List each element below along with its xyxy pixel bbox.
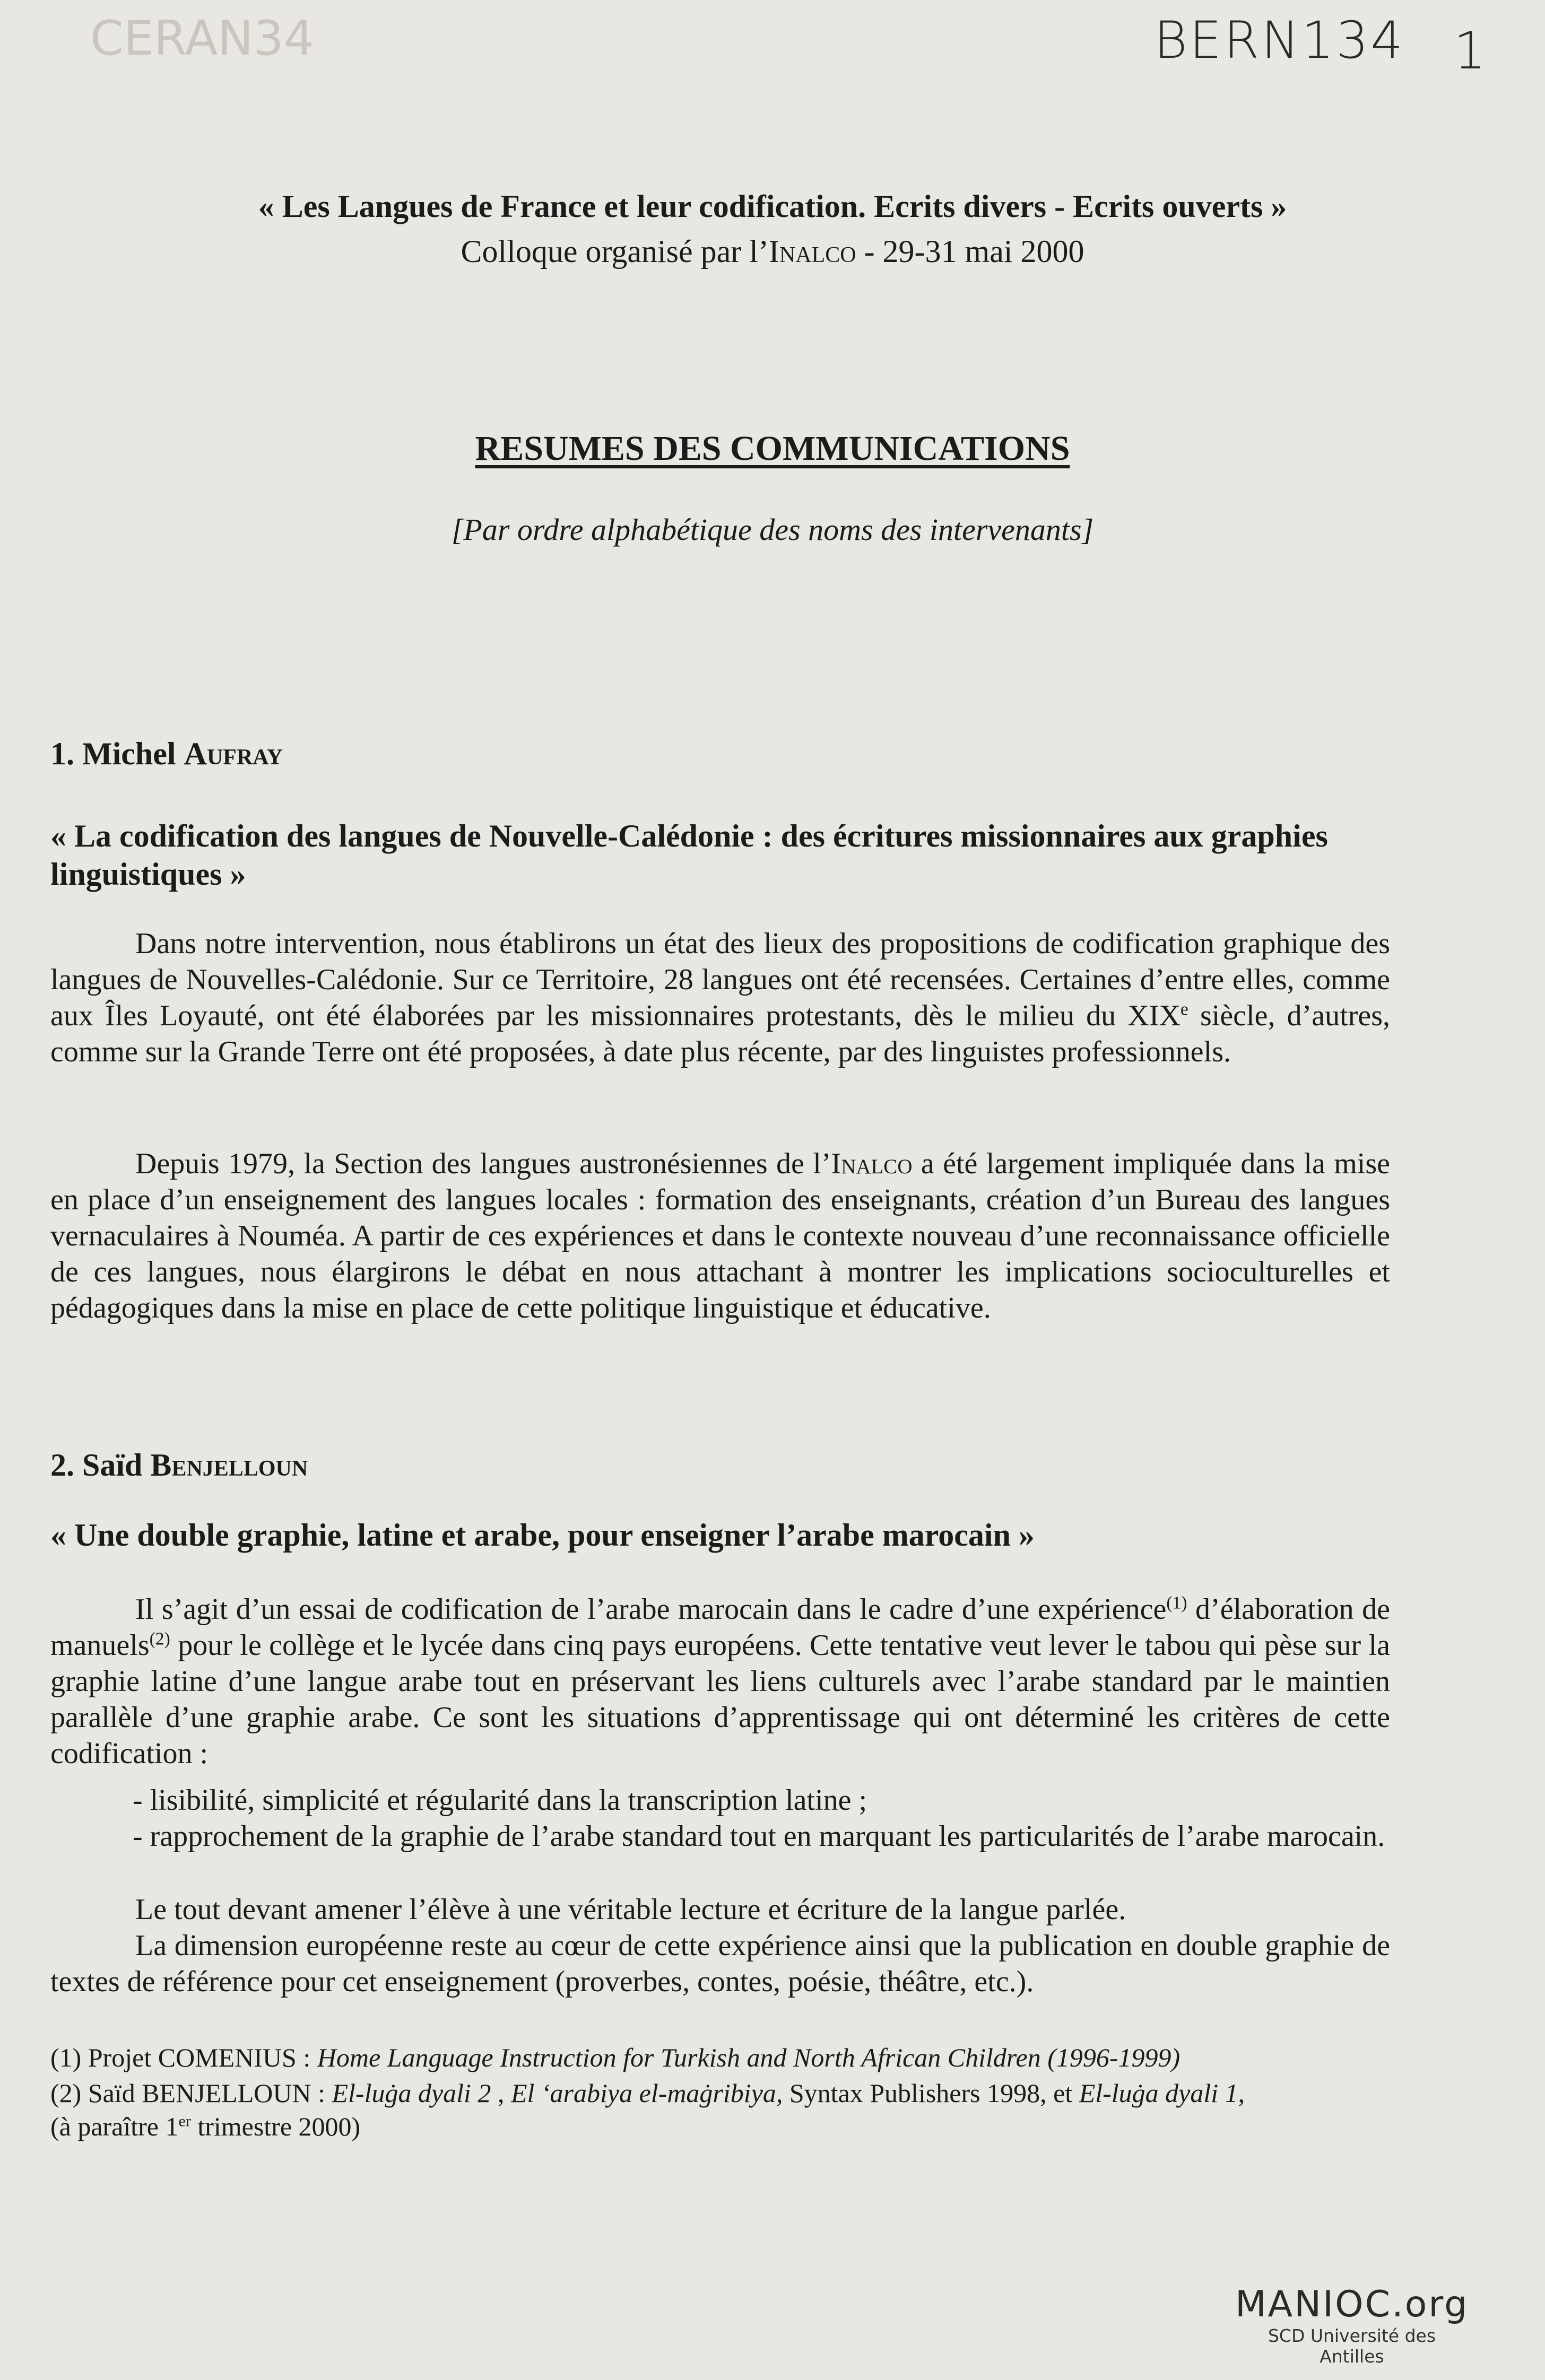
section-title: RESUMES DES COMMUNICATIONS: [475, 429, 1070, 468]
footnote-1: (1) Projet COMENIUS : Home Language Instruction for Turkish and North African Children (1996-1999): [50, 2043, 1181, 2072]
paragraph-1-2: Depuis 1979, la Section des langues austronésiennes de l’Inalco a été largement impliquée dans la mise en place d’un enseignement des langues locales : formation des enseignants, création d’un Bureau des langues vernaculaires à Nouméa. A partir de ces expériences et dans le contexte nouveau d’une reconnaissance officielle de ces langues, nous élargirons le débat en nous attachant à montrer les implications socioculturelles et pédagogiques dans la mise en place de cette politique linguistique et éducative.: [50, 1147, 1390, 1324]
handwritten-catalog-mark: BERN134: [1154, 11, 1405, 70]
criterion-1: - lisibilité, simplicité et régularité dans la transcription latine ;: [133, 1784, 867, 1817]
paragraph-2-3: La dimension européenne reste au cœur de cette expérience ainsi que la publication en double graphie de textes de référence pour cet enseignement (proverbes, contes, poésie, théâtre, etc.).: [50, 1929, 1390, 1998]
footnote-2-continued: (à paraître 1er trimestre 2000): [50, 2112, 361, 2141]
footnote-2: (2) Saïd BENJELLOUN : El-luġa dyali 2 , El ‘arabiya el-maġribiya, Syntax Publishers 1998, et El-luġa dyali 1,: [50, 2078, 1245, 2108]
section-note: [Par ordre alphabétique des noms des intervenants]: [451, 512, 1094, 547]
speaker-heading-2: 2. Saïd Benjelloun: [50, 1448, 308, 1483]
manioc-logo: [1235, 2283, 1469, 2367]
communication-title-1: « La codification des langues de Nouvelle-Calédonie : des écritures missionnaires aux graphies linguistiques »: [50, 818, 1328, 892]
org-name: Inalco: [768, 234, 856, 269]
speaker-surname: Aufray: [184, 736, 283, 771]
org-name: Inalco: [831, 1147, 913, 1180]
speaker-heading-1: 1. Michel Aufray: [50, 736, 283, 771]
criterion-2: - rapprochement de la graphie de l’arabe standard tout en marquant les particularités de l’arabe marocain.: [133, 1820, 1385, 1853]
faint-bleed-mark: CERAN34: [90, 11, 315, 66]
communication-title-2: « Une double graphie, latine et arabe, pour enseigner l’arabe marocain »: [50, 1518, 1035, 1553]
colloque-subtitle: Colloque organisé par l’Inalco - 29-31 mai 2000: [461, 234, 1084, 269]
colloque-title: « Les Langues de France et leur codification. Ecrits divers - Ecrits ouverts »: [258, 189, 1287, 224]
handwritten-page-number: 1: [1454, 21, 1487, 81]
paragraph-2-2: Le tout devant amener l’élève à une véritable lecture et écriture de la langue parlée.: [135, 1893, 1126, 1926]
paragraph-1-1: Dans notre intervention, nous établirons un état des lieux des propositions de codification graphique des langues de Nouvelles-Calédonie. Sur ce Territoire, 28 langues ont été recensées. Certaines d’entre elles, comme aux Îles Loyauté, ont été élaborées par les missionnaires protestants, dès le milieu du XIXe siècle, d’autres, comme sur la Grande Terre ont été proposées, à date plus récente, par des linguistes professionnels.: [50, 927, 1390, 1068]
logo-subtitle: SCD Université des Antilles: [1268, 2325, 1436, 2367]
logo-text: MANIOC.org: [1235, 2283, 1469, 2325]
speaker-surname: Benjelloun: [150, 1448, 308, 1483]
paragraph-2-1: Il s’agit d’un essai de codification de l’arabe marocain dans le cadre d’une expérience$^{(1)}$ d’élaboration de manuels$^{(2)}$ pour le collège et le lycée dans cinq pays européens. Cette tentative veut lever le tabou qui pèse sur la graphie latine d’une langue arabe tout en préservant les liens culturels avec l’arabe standard par le maintien parallèle d’une graphie arabe. Ce sont les situations d’apprentissage qui ont déterminé les critères de cette codification :: [50, 1593, 1390, 1770]
